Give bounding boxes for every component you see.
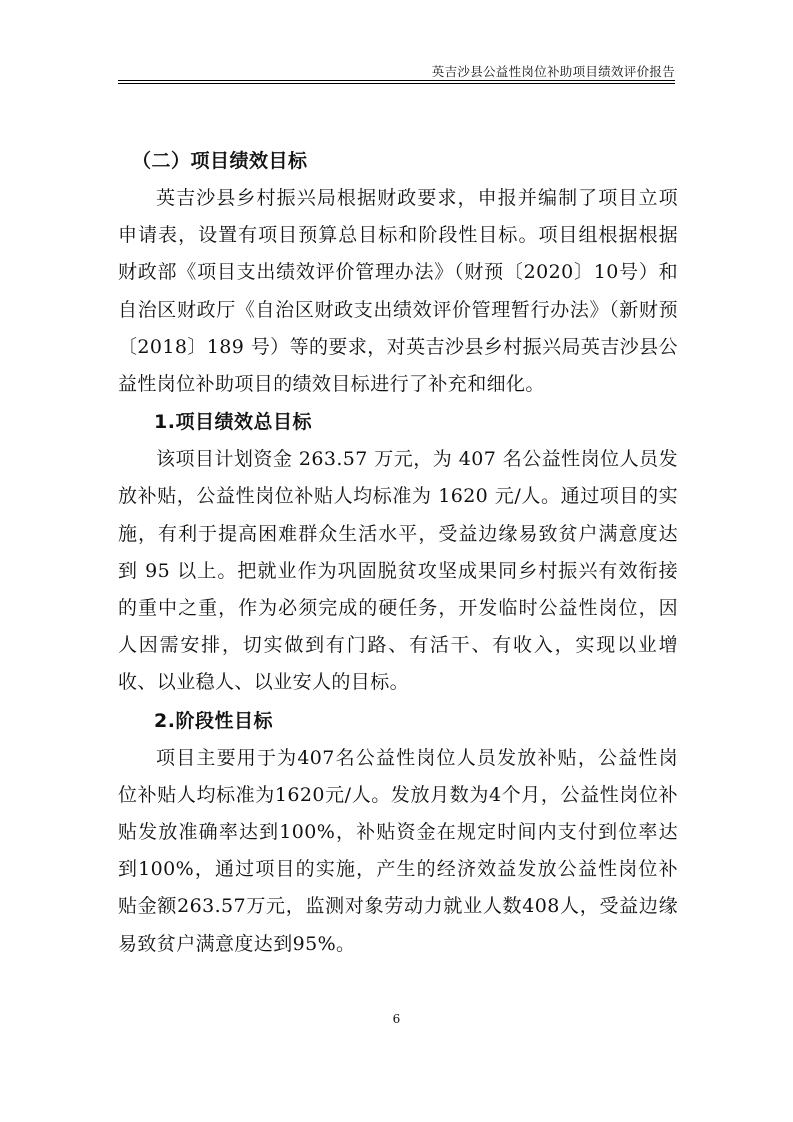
page-number: 6 [392,1012,401,1026]
subsection-heading-phase-goal: 2.阶段性目标 [154,709,273,732]
subsection-heading-overall-goal: 1.项目绩效总目标 [154,411,312,434]
overall-goal-paragraph: 该项目计划资金 263.57 万元，为 407 名公益性岗位人员发放补贴，公益性岗位补贴人均标准为 1620 元/人。通过项目的实施，有利于提高困难群众生活水平，受益边缘易致贫户满意度达到 95 以上。把就业作为巩固脱贫攻坚成果同乡村振兴有效衔接的重中之重，作为必须完成的硬任务，开发临时公益性岗位，因人因需安排，切实做到有门路、有活干、有收入，实现以业增收、以业稳人、以业安人的目标。 [118,448,678,694]
section-intro-paragraph: 英吉沙县乡村振兴局根据财政要求，申报并编制了项目立项申请表，设置有项目预算总目标和阶段性目标。项目组根据根据财政部《项目支出绩效评价管理办法》（财预〔2020〕10号）和自治区财政厅《自治区财政支出绩效评价管理暂行办法》（新财预〔2018〕189 号）等的要求，对英吉沙县乡村振兴局英吉沙县公益性岗位补助项目的绩效目标进行了补充和细化。 [118,187,678,396]
section-heading: （二）项目绩效目标 [132,150,308,172]
header-rule-secondary [118,83,675,84]
running-header: 英吉沙县公益性岗位补助项目绩效评价报告 [431,64,675,79]
page-body [118,142,678,963]
phase-goal-paragraph: 项目主要用于为407名公益性岗位人员发放补贴，公益性岗位补贴人均标准为1620元/人。发放月数为4个月，公益性岗位补贴发放准确率达到100%，补贴资金在规定时间内支付到位率达到100%，通过项目的实施，产生的经济效益发放公益性岗位补贴金额263.57万元，监测对象劳动力就业人数408人，受益边缘易致贫户满意度达到95%。 [118,746,678,955]
header-rule [118,80,675,81]
